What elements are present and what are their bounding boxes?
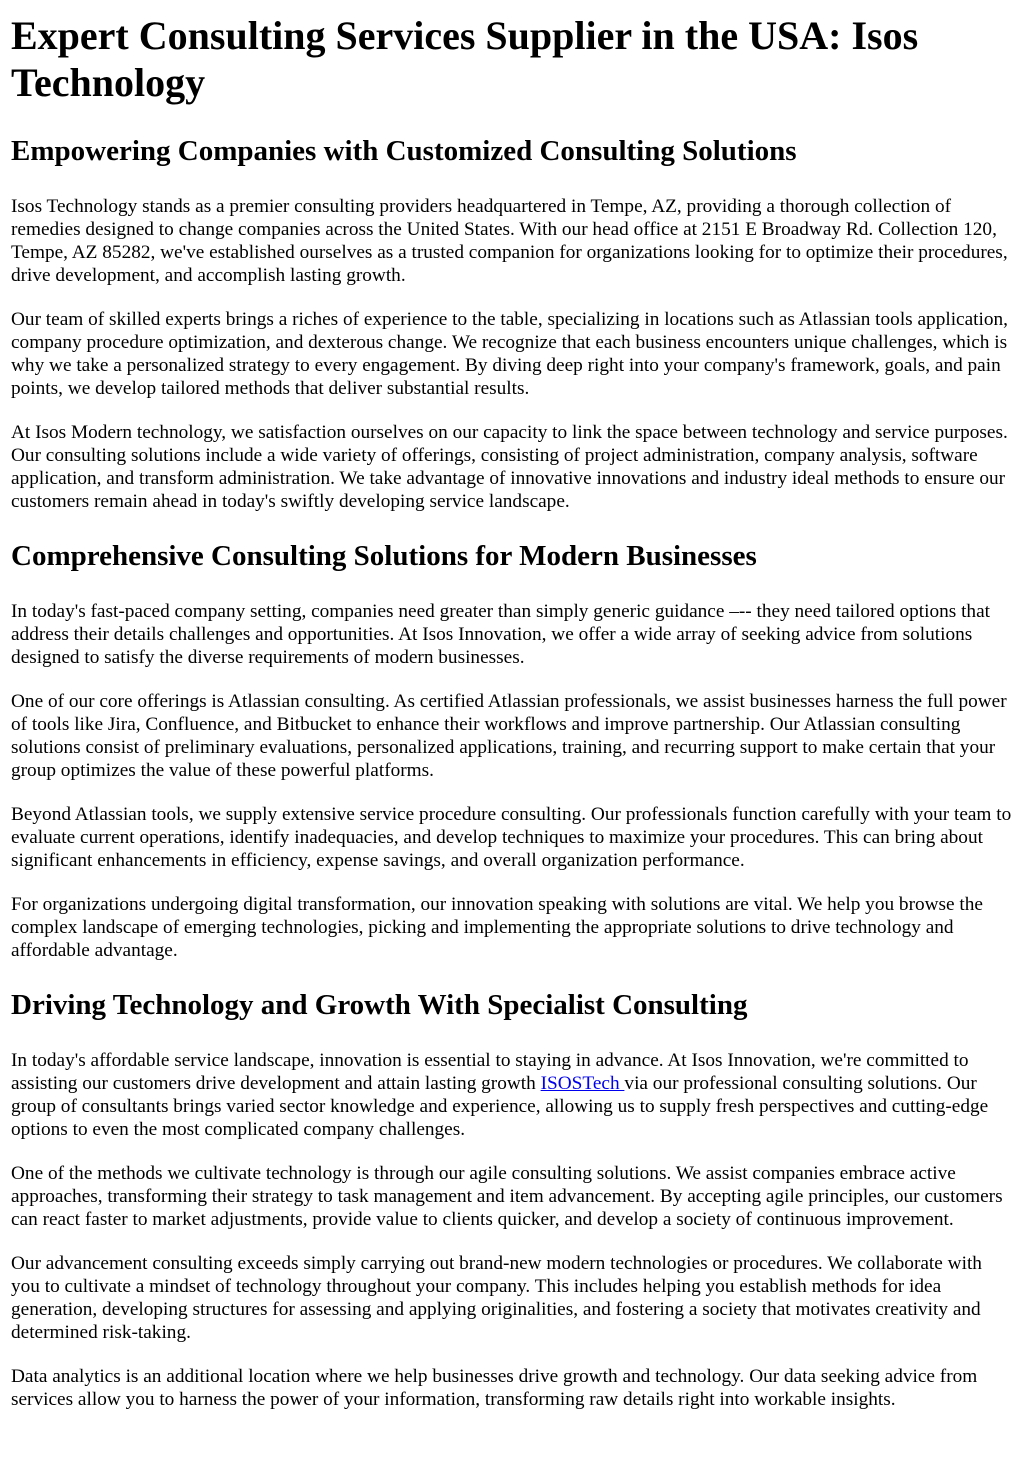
- paragraph-with-link: [11, 1049, 1014, 1141]
- paragraph: One of the methods we cultivate technology is through our agile consulting solutions. We assist companies embrace active approaches, transforming their strategy to task management and item advancement. By accepting agile principles, our customers can react faster to market adjustments, provide value to clients quicker, and develop a society of continuous improvement.: [11, 1163, 1003, 1230]
- section-heading-driving: Driving Technology and Growth With Specialist Consulting: [11, 989, 748, 1021]
- paragraph-text: In today's affordable service landscape, innovation is essential to staying in advance. At Isos Innovation, we're committed to assisting our customers drive development and attain lasting growth: [11, 1050, 969, 1094]
- isostech-link[interactable]: ISOSTech: [540, 1073, 625, 1094]
- paragraph: Data analytics is an additional location where we help businesses drive growth and technology. Our data seeking advice from services allow you to harness the power of your information, transforming raw details right into workable insights.: [11, 1366, 978, 1410]
- paragraph: At Isos Modern technology, we satisfaction ourselves on our capacity to link the space between technology and service purposes. Our consulting solutions include a wide variety of offerings, consisting of project administration, company analysis, software application, and transform administration. We take advantage of innovative innovations and industry ideal methods to ensure our customers remain ahead in today's swiftly developing service landscape.: [11, 422, 1008, 512]
- paragraph-text: via our professional consulting solutions. Our group of consultants brings varied sector knowledge and experience, allowing us to supply fresh perspectives and cutting-edge options to even the most complicated company challenges.: [11, 1073, 989, 1140]
- article: [0, 12, 1024, 1411]
- page-title: Expert Consulting Services Supplier in the USA: Isos Technology: [11, 13, 919, 105]
- paragraph: One of our core offerings is Atlassian consulting. As certified Atlassian professionals, we assist businesses harness the full power of tools like Jira, Confluence, and Bitbucket to enhance their workflows and improve partnership. Our Atlassian consulting solutions consist of preliminary evaluations, personalized applications, training, and recurring support to make certain that your group optimizes the value of these powerful platforms.: [11, 691, 1007, 781]
- section-heading-comprehensive: Comprehensive Consulting Solutions for Modern Businesses: [11, 540, 757, 572]
- paragraph: Our team of skilled experts brings a riches of experience to the table, specializing in locations such as Atlassian tools application, company procedure optimization, and dexterous change. We recognize that each business encounters unique challenges, which is why we take a personalized strategy to every engagement. By diving deep right into your company's framework, goals, and pain points, we develop tailored methods that deliver substantial results.: [11, 309, 1008, 399]
- paragraph: Beyond Atlassian tools, we supply extensive service procedure consulting. Our professionals function carefully with your team to evaluate current operations, identify inadequacies, and develop techniques to maximize your procedures. This can bring about significant enhancements in efficiency, expense savings, and overall organization performance.: [11, 804, 1012, 871]
- paragraph: Isos Technology stands as a premier consulting providers headquartered in Tempe, AZ, providing a thorough collection of remedies designed to change companies across the United States. With our head office at 2151 E Broadway Rd. Collection 120, Tempe, AZ 85282, we've established ourselves as a trusted companion for organizations looking for to optimize their procedures, drive development, and accomplish lasting growth.: [11, 196, 1008, 286]
- paragraph: Our advancement consulting exceeds simply carrying out brand-new modern technologies or procedures. We collaborate with you to cultivate a mindset of technology throughout your company. This includes helping you establish methods for idea generation, developing structures for assessing and applying originalities, and fostering a society that motivates creativity and determined risk-taking.: [11, 1253, 982, 1343]
- paragraph: For organizations undergoing digital transformation, our innovation speaking with solutions are vital. We help you browse the complex landscape of emerging technologies, picking and implementing the appropriate solutions to drive technology and affordable advantage.: [11, 894, 983, 961]
- section-heading-empowering: Empowering Companies with Customized Consulting Solutions: [11, 135, 797, 167]
- paragraph: In today's fast-paced company setting, companies need greater than simply generic guidance –-- they need tailored options that address their details challenges and opportunities. At Isos Innovation, we offer a wide array of seeking advice from solutions designed to satisfy the diverse requirements of modern businesses.: [11, 601, 990, 668]
